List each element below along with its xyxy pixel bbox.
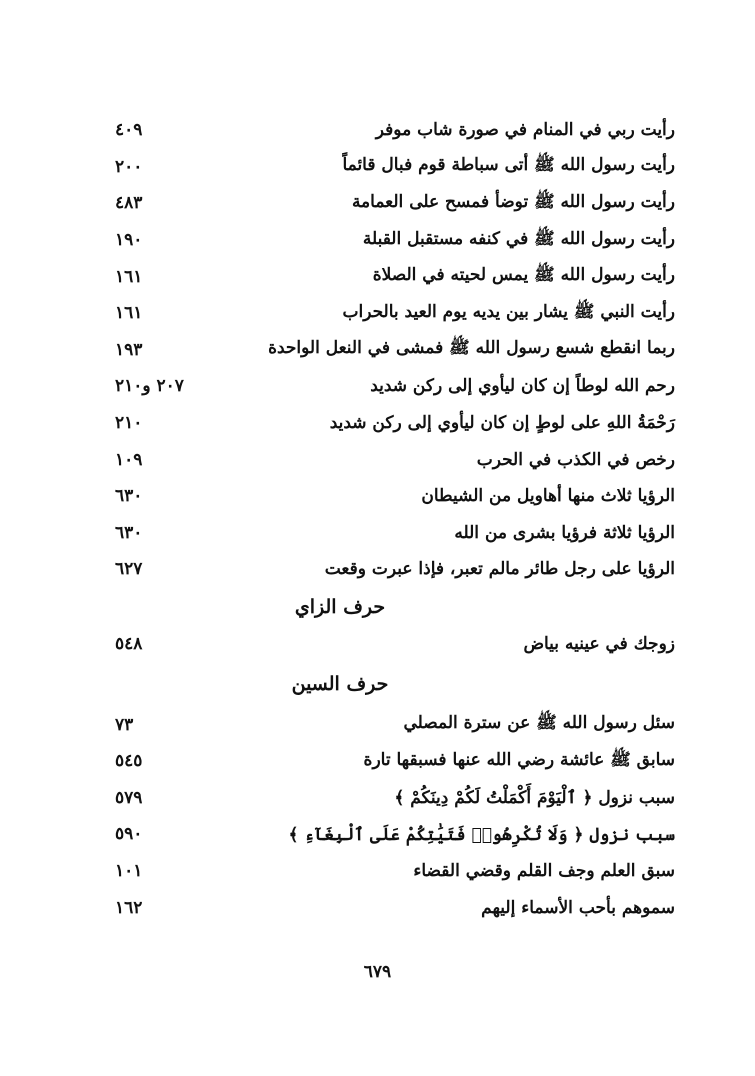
index-entry [110, 222, 680, 259]
entry-page-number: ١٩٠ [115, 230, 143, 251]
entry-page-number: ٥٤٨ [115, 634, 143, 655]
index-entry [110, 295, 680, 332]
index-entry [110, 258, 680, 295]
section-heading-text: حرف الزاي [294, 595, 386, 618]
entry-text: رأيت ربي في المنام في صورة شاب موفر [375, 120, 675, 141]
entry-page-number: ٦٣٠ [115, 486, 143, 507]
entry-text: رأيت النبي ﷺ يشار بين يديه يوم العيد بالحراب [342, 301, 675, 322]
entry-text: الرؤيا على رجل طائر مالم تعبر، فإذا عبرت وقعت [324, 559, 675, 580]
index-entry [110, 368, 680, 405]
index-entry [110, 405, 680, 442]
entry-page-number: ١٩٣ [115, 339, 143, 360]
section-heading [110, 588, 680, 626]
entry-text: رخص في الكذب في الحرب [476, 449, 675, 470]
index-entry [110, 551, 680, 588]
entry-page-number: ١٦١ [115, 303, 143, 324]
index-entry [110, 889, 680, 926]
entry-text: رحم الله لوطاً إن كان ليأوي إلى ركن شديد [370, 376, 675, 397]
entry-text: سئل رسول الله ﷺ عن سترة المصلي [403, 713, 675, 734]
entry-text: رأيت رسول الله ﷺ يمس لحيته في الصلاة [372, 265, 675, 286]
entry-page-number: ٢١٠ [115, 413, 143, 434]
entry-page-number: ٢٠٧ و٢١٠ [115, 376, 184, 397]
entry-page-number: ٧٣ [115, 714, 134, 735]
index-entry [110, 816, 680, 853]
entry-text: رأيت رسول الله ﷺ أتى سباطة قوم فبال قائماً [342, 155, 675, 176]
entry-text: الرؤيا ثلاث منها أهاويل من الشيطان [421, 486, 675, 507]
entry-text: سابق ﷺ عائشة رضي الله عنها فسبقها تارة [363, 749, 675, 770]
entry-page-number: ١٠١ [115, 860, 143, 881]
entry-text: زوجك في عينيه بياض [523, 634, 675, 655]
entry-text: الرؤيا ثلاثة فرؤيا بشرى من الله [454, 522, 675, 543]
index-entry [110, 149, 680, 186]
entry-text: ربما انقطع شسع رسول الله ﷺ فمشى في النعل الواحدة [268, 338, 675, 359]
entry-text: سبب نزول ﴿ وَلَا تُكْرِهُوا۟ فَتَيَٰتِكُمْ عَلَى ٱلْبِغَآءِ ﴾ [288, 824, 675, 845]
entry-page-number: ٤٠٩ [115, 120, 143, 141]
entry-text: سبق العلم وجف القلم وقضي القضاء [413, 860, 675, 881]
entry-text: رأيت رسول الله ﷺ في كنفه مستقبل القبلة [362, 228, 675, 249]
index-entry [110, 332, 680, 369]
index-entry [110, 478, 680, 515]
entry-page-number: ١٦٢ [115, 897, 143, 918]
index-entry [110, 853, 680, 890]
index-entry [110, 706, 680, 743]
entry-page-number: ٥٩٠ [115, 824, 143, 845]
entry-page-number: ٥٧٩ [115, 787, 143, 808]
index-entry [110, 515, 680, 552]
index-entry [110, 185, 680, 222]
entry-page-number: ٢٠٠ [115, 156, 143, 177]
entry-page-number: ١٦١ [115, 266, 143, 287]
page-number: ٦٧٩ [363, 962, 392, 982]
index-entry [110, 626, 680, 663]
section-heading [110, 662, 680, 706]
entry-page-number: ١٠٩ [115, 449, 143, 470]
index-entry [110, 112, 680, 149]
entry-page-number: ٥٤٥ [115, 751, 143, 772]
entry-page-number: ٤٨٣ [115, 193, 143, 214]
index-entry [110, 780, 680, 817]
index-entry [110, 441, 680, 478]
section-heading-text: حرف السين [291, 673, 389, 696]
entry-text: رأيت رسول الله ﷺ توضأ فمسح على العمامة [351, 191, 675, 212]
entry-text: سموهم بأحب الأسماء إليهم [481, 897, 675, 918]
entry-text: سبب نزول ﴿ ٱلْيَوْمَ أَكْمَلْتُ لَكُمْ دِينَكُمْ ﴾ [394, 788, 675, 809]
entry-text: رَحْمَةُ اللهِ على لوطٍ إن كان ليأوي إلى ركن شديد [329, 413, 675, 434]
index-entries [110, 112, 680, 926]
entry-page-number: ٦٢٧ [115, 559, 143, 580]
index-entry [110, 743, 680, 780]
entry-page-number: ٦٣٠ [115, 522, 143, 543]
